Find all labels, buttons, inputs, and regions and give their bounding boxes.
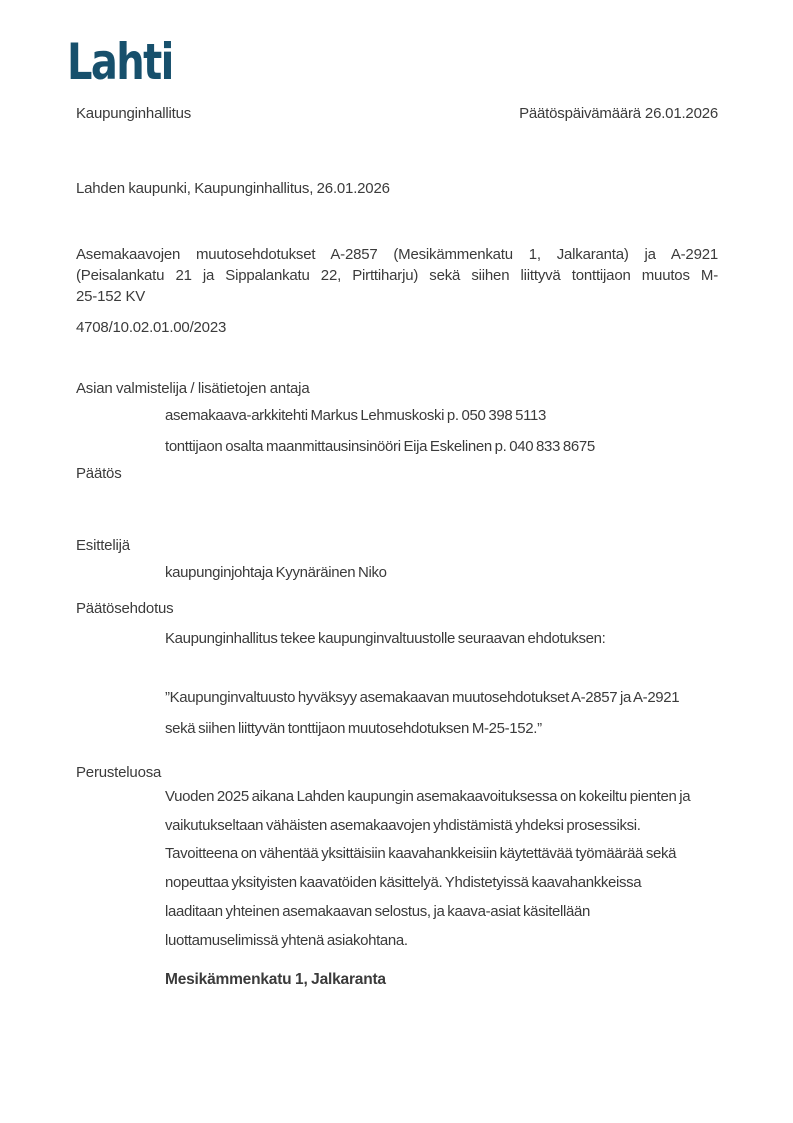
page-header <box>76 104 718 124</box>
proposal-intro: Kaupunginhallitus tekee kaupunginvaltuustolle seuraavan ehdotuksen: <box>165 630 606 647</box>
presenter-heading: Esittelijä <box>76 537 130 554</box>
document-title <box>76 244 718 307</box>
title-line: Asemakaavojen muutosehdotukset A-2857 (Mesikämmenkatu 1, Jalkaranta) ja A-2921 <box>76 246 718 263</box>
document-intro-line: Lahden kaupunki, Kaupunginhallitus, 26.01.2026 <box>76 180 390 197</box>
rationale-line: laaditaan yhteinen asemakaavan selostus, ja kaava-asiat käsitellään <box>165 902 590 920</box>
diary-number: 4708/10.02.01.00/2023 <box>76 319 227 336</box>
lahti-wordmark: Lahti <box>67 33 173 91</box>
committee-name: Kaupunginhallitus <box>76 105 192 122</box>
rationale-line: nopeuttaa yksityisten kaavatöiden käsittelyä. Yhdistetyissä kaavahankkeissa <box>165 874 642 892</box>
presenter-line: kaupunginjohtaja Kyynäräinen Niko <box>165 564 387 581</box>
preparer-line: tonttijaon osalta maanmittausinsinööri Eija Eskelinen p. 040 833 8675 <box>165 437 595 455</box>
rationale-line: Vuoden 2025 aikana Lahden kaupungin asemakaavoituksessa on kokeiltu pienten ja <box>165 788 691 805</box>
preparer-line: asemakaava-arkkitehti Markus Lehmuskoski p. 050 398 5113 <box>165 407 547 424</box>
lahti-logo <box>67 33 173 91</box>
preparer-lines <box>165 401 725 462</box>
preparer-heading: Asian valmistelija / lisätietojen antaja <box>76 380 310 397</box>
quote-line: ”Kaupunginvaltuusto hyväksyy asemakaavan muutosehdotukset A-2857 ja A-2921 <box>165 689 680 706</box>
title-line: 25-152 KV <box>76 288 146 305</box>
decision-date: Päätöspäivämäärä 26.01.2026 <box>519 105 718 122</box>
rationale-subheading: Mesikämmenkatu 1, Jalkaranta <box>165 971 386 988</box>
rationale-line: vaikutukseltaan vähäisten asemakaavojen yhdistämistä yhdeksi prosessiksi. <box>165 816 641 834</box>
proposal-quote <box>165 683 725 744</box>
rationale-heading: Perusteluosa <box>76 764 162 781</box>
decision-heading: Päätös <box>76 465 122 482</box>
title-line: (Peisalankatu 21 ja Sippalankatu 22, Pirttiharju) sekä siihen liittyvä tonttijaon muutos M- <box>76 267 718 284</box>
rationale-paragraph <box>165 783 725 955</box>
proposal-heading: Päätösehdotus <box>76 600 174 617</box>
rationale-line: luottamuselimissä yhtenä asiakohtana. <box>165 931 408 949</box>
quote-line: sekä siihen liittyvän tonttijaon muutosehdotuksen M-25-152.” <box>165 719 542 737</box>
rationale-line: Tavoitteena on vähentää yksittäisiin kaavahankkeisiin käytettävää työmäärää sekä <box>165 845 677 863</box>
